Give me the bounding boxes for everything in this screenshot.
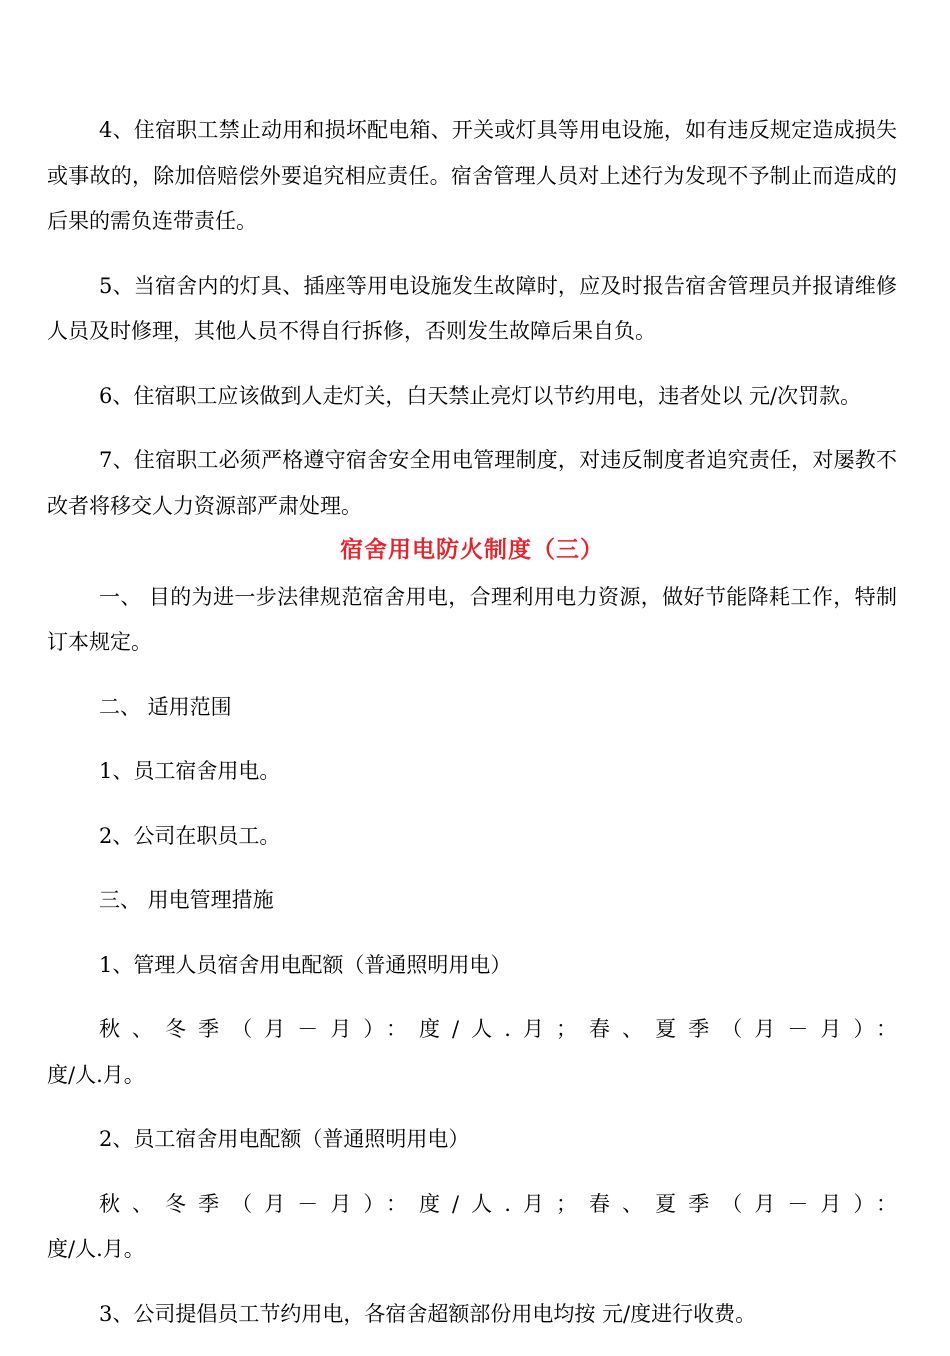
document-page bbox=[47, 108, 897, 1356]
measure-1-quota-line: 秋、冬季（月－月）：度/人.月；春、夏季（月－月）： bbox=[99, 1017, 897, 1041]
measure-1-heading: 1、管理人员宿舍用电配额（普通照明用电） bbox=[99, 952, 512, 977]
scope-heading: 二、 适用范围 bbox=[99, 694, 232, 719]
measure-2-quota-unit: 度/人.月。 bbox=[47, 1237, 145, 1261]
rule-item-5: 5、当宿舍内的灯具、插座等用电设施发生故障时，应及时报告宿舍管理员并报请维修人员及时修理，其他人员不得自行拆修，否则发生故障后果自负。 bbox=[47, 273, 897, 343]
measure-2-quota-line: 秋、冬季（月－月）：度/人.月；春、夏季（月－月）： bbox=[99, 1191, 897, 1216]
scope-item-2: 2、公司在职员工。 bbox=[99, 823, 281, 848]
purpose-paragraph: 一、 目的为进一步法律规范宿舍用电，合理利用电力资源，做好节能降耗工作，特制订本规定。 bbox=[47, 584, 897, 654]
rule-item-6: 6、住宿职工应该做到人走灯关，白天禁止亮灯以节约用电，违者处以 元/次罚款。 bbox=[99, 383, 862, 408]
measure-1-quota-unit: 度/人.月。 bbox=[47, 1062, 145, 1087]
measure-3: 3、公司提倡员工节约用电，各宿舍超额部份用电均按 元/度进行收费。 bbox=[99, 1301, 757, 1326]
rule-item-7: 7、住宿职工必须严格遵守宿舍安全用电管理制度，对违反制度者追究责任，对屡教不改者将移交人力资源部严肃处理。 bbox=[47, 448, 897, 518]
section-title: 宿舍用电防火制度（三） bbox=[340, 536, 604, 563]
measure-2-heading: 2、员工宿舍用电配额（普通照明用电） bbox=[99, 1127, 470, 1151]
scope-item-1: 1、员工宿舍用电。 bbox=[99, 759, 281, 783]
rule-item-4: 4、住宿职工禁止动用和损坏配电箱、开关或灯具等用电设施，如有违反规定造成损失或事故的，除加倍赔偿外要追究相应责任。宿舍管理人员对上述行为发现不予制止而造成的后果的需负连带责任。 bbox=[47, 118, 897, 233]
measures-heading: 三、 用电管理措施 bbox=[99, 888, 274, 912]
